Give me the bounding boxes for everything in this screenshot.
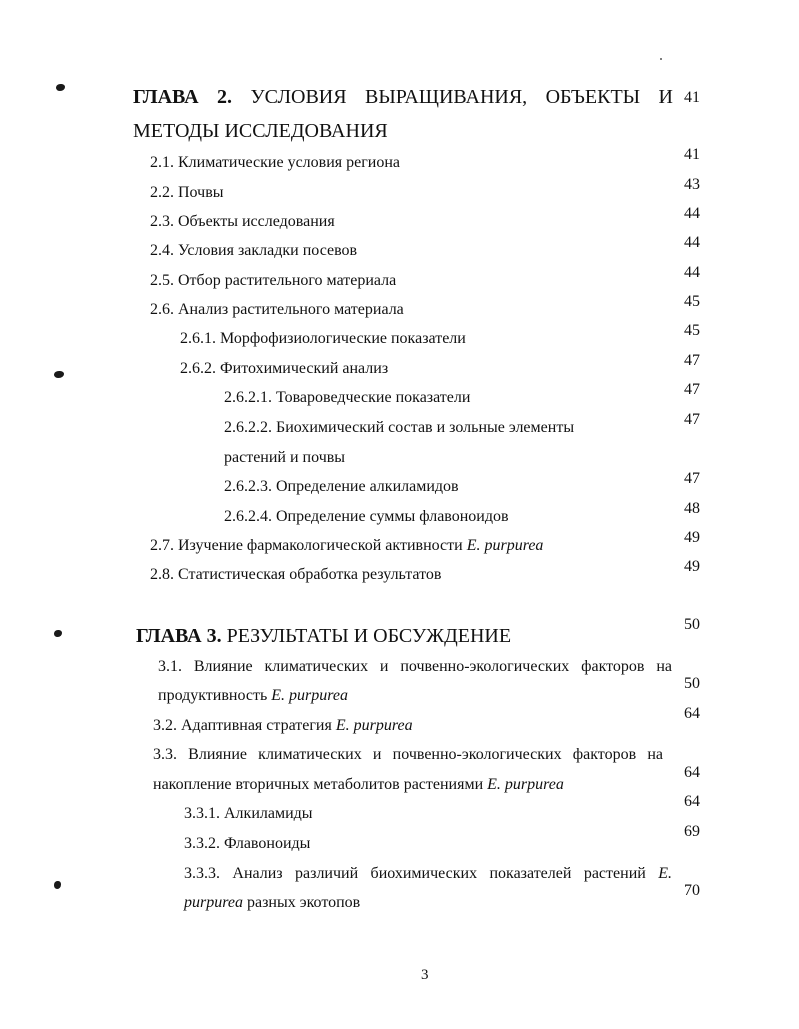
toc-entry-2-5[interactable]: 2.5. Отбор растительного материала bbox=[150, 272, 397, 289]
toc-entry-3-1-cont[interactable] bbox=[158, 686, 348, 706]
page-number: 3 bbox=[421, 967, 429, 983]
chapter-2-page: 41 bbox=[684, 89, 700, 106]
toc-entry-2-4[interactable]: 2.4. Условия закладки посевов bbox=[150, 242, 358, 259]
toc-page-2-2: 43 bbox=[684, 176, 700, 193]
toc-entry-2-7[interactable] bbox=[150, 536, 543, 556]
toc-page-2-6-2-1: 47 bbox=[684, 381, 700, 398]
toc-entry-3-1[interactable] bbox=[158, 657, 672, 677]
toc-page-2-6-2-3: 47 bbox=[684, 470, 700, 487]
toc-page-3-1: 50 bbox=[684, 675, 700, 692]
chapter-2-label: ГЛАВА 2. bbox=[133, 86, 233, 108]
chapter-3-page: 50 bbox=[684, 616, 700, 633]
toc-entry-2-6-2[interactable]: 2.6.2. Фитохимический анализ bbox=[180, 360, 389, 377]
toc-entry-3-2[interactable] bbox=[153, 716, 413, 736]
toc-page-2-1: 41 bbox=[684, 146, 700, 163]
scan-dot bbox=[660, 58, 662, 60]
toc-entry-3-1-text2: продуктивность bbox=[158, 687, 268, 704]
toc-page-3-3-2: 69 bbox=[684, 823, 700, 840]
toc-entry-2-3[interactable]: 2.3. Объекты исследования bbox=[150, 213, 335, 230]
toc-entry-3-3-cont[interactable] bbox=[153, 775, 564, 795]
toc-entry-2-7-text: 2.7. Изучение фармакологической активности bbox=[150, 537, 463, 554]
toc-entry-3-2-text: 3.2. Адаптивная стратегия bbox=[153, 717, 332, 734]
toc-entry-3-3-2[interactable]: 3.3.2. Флавоноиды bbox=[184, 835, 311, 852]
species-name: E. purpurea bbox=[466, 537, 544, 554]
chapter-2-title-line2: МЕТОДЫ ИССЛЕДОВАНИЯ bbox=[133, 120, 388, 142]
toc-page-2-5: 44 bbox=[684, 264, 700, 281]
chapter-2-heading bbox=[133, 84, 673, 110]
toc-entry-2-6-2-3[interactable]: 2.6.2.3. Определение алкиламидов bbox=[224, 478, 459, 495]
toc-entry-2-6[interactable]: 2.6. Анализ растительного материала bbox=[150, 301, 404, 318]
toc-entry-3-3-3[interactable] bbox=[184, 864, 672, 884]
toc-entry-2-6-2-2-cont[interactable]: растений и почвы bbox=[224, 449, 346, 466]
toc-page-2-8: 49 bbox=[684, 558, 700, 575]
scan-speck bbox=[54, 881, 61, 889]
species-name: E. purpurea bbox=[271, 687, 348, 704]
chapter-3-title: РЕЗУЛЬТАТЫ И ОБСУЖДЕНИЕ bbox=[226, 625, 512, 647]
toc-page-3-2: 64 bbox=[684, 705, 700, 722]
chapter-3-label: ГЛАВА 3. bbox=[136, 625, 222, 647]
toc-entry-2-8[interactable]: 2.8. Статистическая обработка результатов bbox=[150, 566, 442, 583]
toc-entry-3-3[interactable] bbox=[153, 745, 663, 765]
toc-page-3-3-3: 70 bbox=[684, 882, 700, 899]
chapter-2-title-line1: УСЛОВИЯ ВЫРАЩИВАНИЯ, ОБЪЕКТЫ И bbox=[250, 86, 673, 108]
toc-entry-3-3-3-text2: разных экотопов bbox=[246, 894, 361, 911]
species-epithet: purpurea bbox=[184, 894, 243, 911]
toc-page-2-7: 49 bbox=[684, 529, 700, 546]
toc-page-3-3-1: 64 bbox=[684, 793, 700, 810]
toc-entry-2-6-1[interactable]: 2.6.1. Морфофизиологические показатели bbox=[180, 330, 466, 347]
toc-page-3-3: 64 bbox=[684, 764, 700, 781]
toc-entry-2-6-2-4[interactable]: 2.6.2.4. Определение суммы флавоноидов bbox=[224, 508, 509, 525]
toc-page-2-6: 45 bbox=[684, 293, 700, 310]
toc-page-2-3: 44 bbox=[684, 205, 700, 222]
toc-entry-2-2[interactable]: 2.2. Почвы bbox=[150, 184, 224, 201]
species-name-abbr: E. bbox=[658, 865, 673, 882]
toc-page-2-6-2-2: 47 bbox=[684, 411, 700, 428]
toc-entry-2-6-2-2[interactable]: 2.6.2.2. Биохимический состав и зольные элементы bbox=[224, 419, 575, 436]
toc-entry-2-1[interactable]: 2.1. Климатические условия региона bbox=[150, 154, 401, 171]
scan-speck bbox=[54, 371, 64, 378]
toc-page-2-6-2-4: 48 bbox=[684, 500, 700, 517]
toc-entry-3-3-text: 3.3. Влияние климатических и почвенно-экологических факторов на bbox=[153, 746, 663, 763]
species-name: E. purpurea bbox=[335, 717, 413, 734]
toc-entry-3-3-text2: накопление вторичных метаболитов растениями bbox=[153, 776, 484, 793]
scan-speck bbox=[56, 84, 65, 91]
toc-page-2-4: 44 bbox=[684, 234, 700, 251]
toc-entry-3-3-1[interactable]: 3.3.1. Алкиламиды bbox=[184, 805, 313, 822]
toc-entry-3-1-text: 3.1. Влияние климатических и почвенно-экологических факторов на bbox=[158, 658, 672, 675]
toc-page-2-6-1: 45 bbox=[684, 322, 700, 339]
toc-entry-3-3-3-text: 3.3.3. Анализ различий биохимических показателей растений bbox=[184, 865, 646, 882]
species-name: E. purpurea bbox=[487, 776, 564, 793]
toc-entry-2-6-2-1[interactable]: 2.6.2.1. Товароведческие показатели bbox=[224, 389, 471, 406]
chapter-3-heading bbox=[136, 623, 511, 649]
toc-entry-3-3-3-cont[interactable] bbox=[184, 893, 360, 913]
scan-speck bbox=[54, 630, 62, 637]
toc-page-2-6-2: 47 bbox=[684, 352, 700, 369]
